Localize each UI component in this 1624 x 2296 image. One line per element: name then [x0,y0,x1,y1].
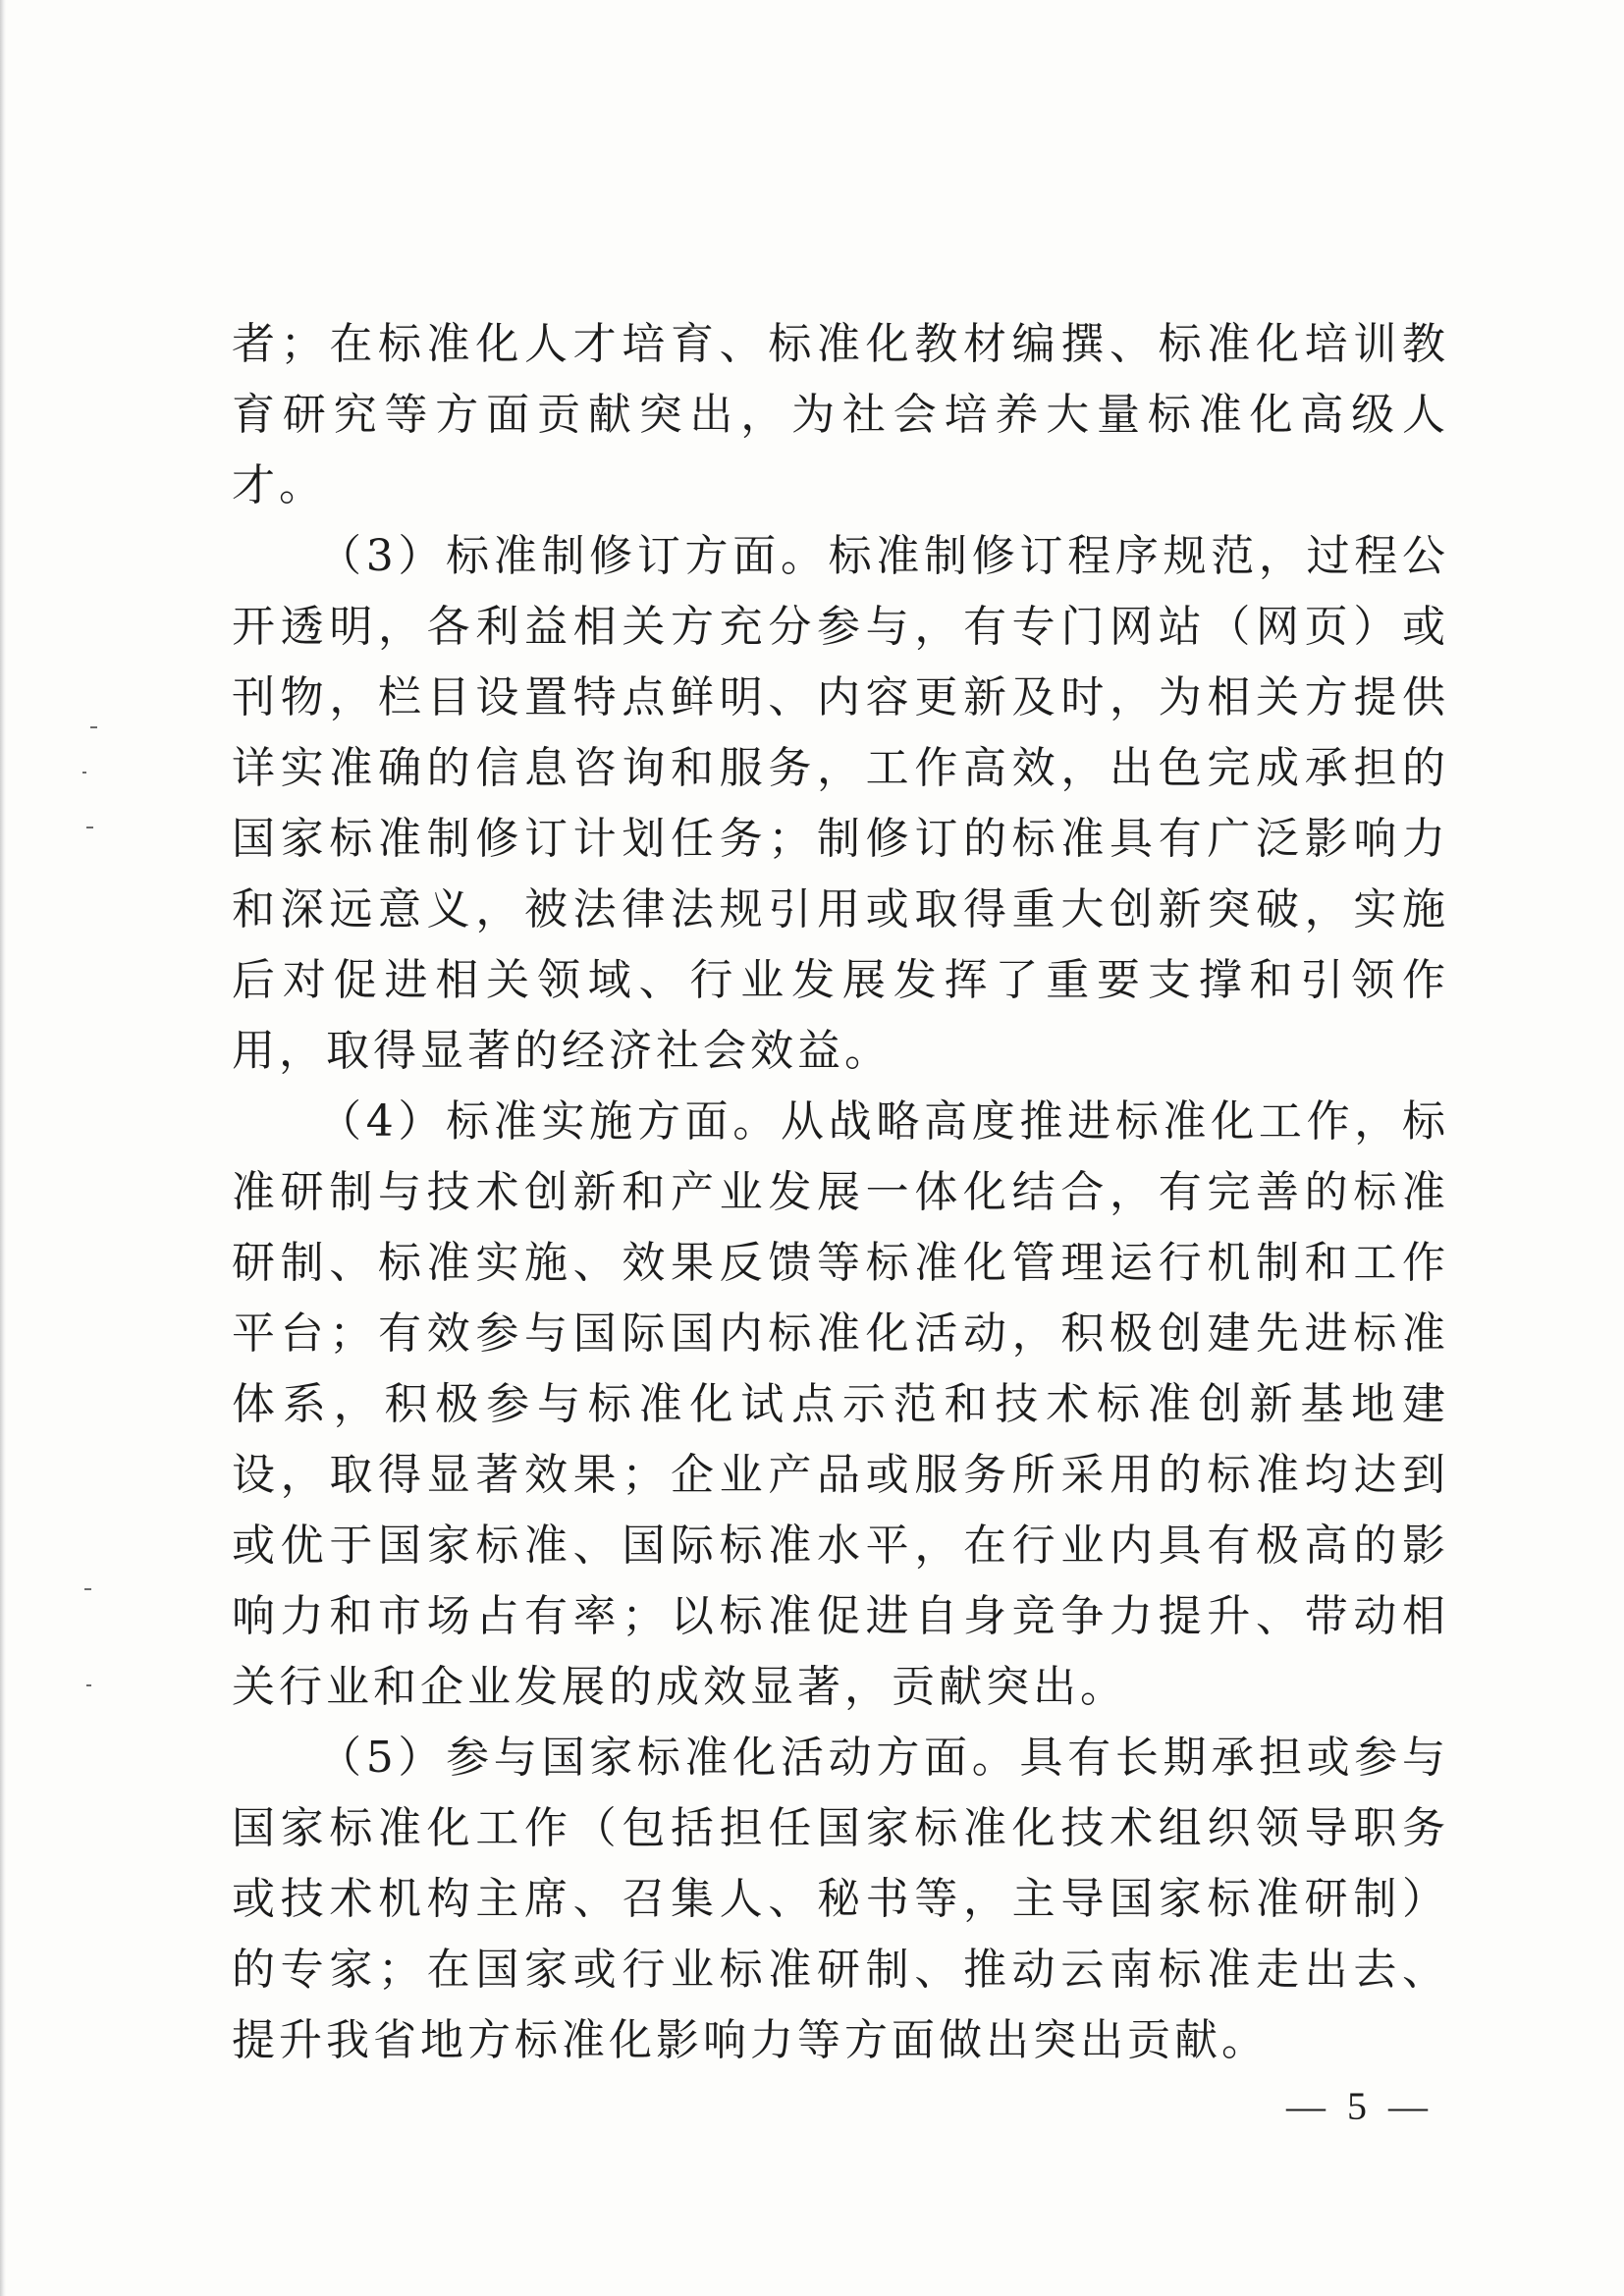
paragraph-national-standardization: （5）参与国家标准化活动方面。具有长期承担或参与国家标准化工作（包括担任国家标准化技术组织领导职务或技术机构主席、召集人、秘书等，主导国家标准研制）的专家；在国家或行业标准研制、推动云南标准走出去、提升我省地方标准化影响力等方面做出突出贡献。 [232,1733,1449,2065]
scan-speck [82,772,86,774]
page-number: — 5 — [1286,2084,1434,2128]
paragraph-standard-revision: （3）标准制修订方面。标准制修订程序规范，过程公开透明，各利益相关方充分参与，有专门网站（网页）或刊物，栏目设置特点鲜明、内容更新及时，为相关方提供详实准确的信息咨询和服务，工作高效，出色完成承担的国家标准制修订计划任务；制修订的标准具有广泛影响力和深远意义，被法律法规引用或取得重大创新突破，实施后对促进相关领域、行业发展发挥了重要支撑和引领作用，取得显著的经济社会效益。 [232,531,1449,1076]
scan-speck [86,827,93,828]
scan-left-edge [0,0,6,2296]
scan-speck [90,726,97,728]
scan-speck [84,1588,91,1590]
paragraph-standard-implementation: （4）标准实施方面。从战略高度推进标准化工作，标准研制与技术创新和产业发展一体化结合，有完善的标准研制、标准实施、效果反馈等标准化管理运行机制和工作平台；有效参与国际国内标准化活动，积极创建先进标准体系，积极参与标准化试点示范和技术标准创新基地建设，取得显著效果；企业产品或服务所采用的标准均达到或优于国家标准、国际标准水平，在行业内具有极高的影响力和市场占有率；以标准促进自身竞争力提升、带动相关行业和企业发展的成效显著，贡献突出。 [232,1096,1449,1712]
paragraph-continuation: 者；在标准化人才培育、标准化教材编撰、标准化培训教育研究等方面贡献突出，为社会培养大量标准化高级人才。 [232,319,1449,510]
document-body [232,309,1449,2076]
scan-speck [86,1684,91,1686]
